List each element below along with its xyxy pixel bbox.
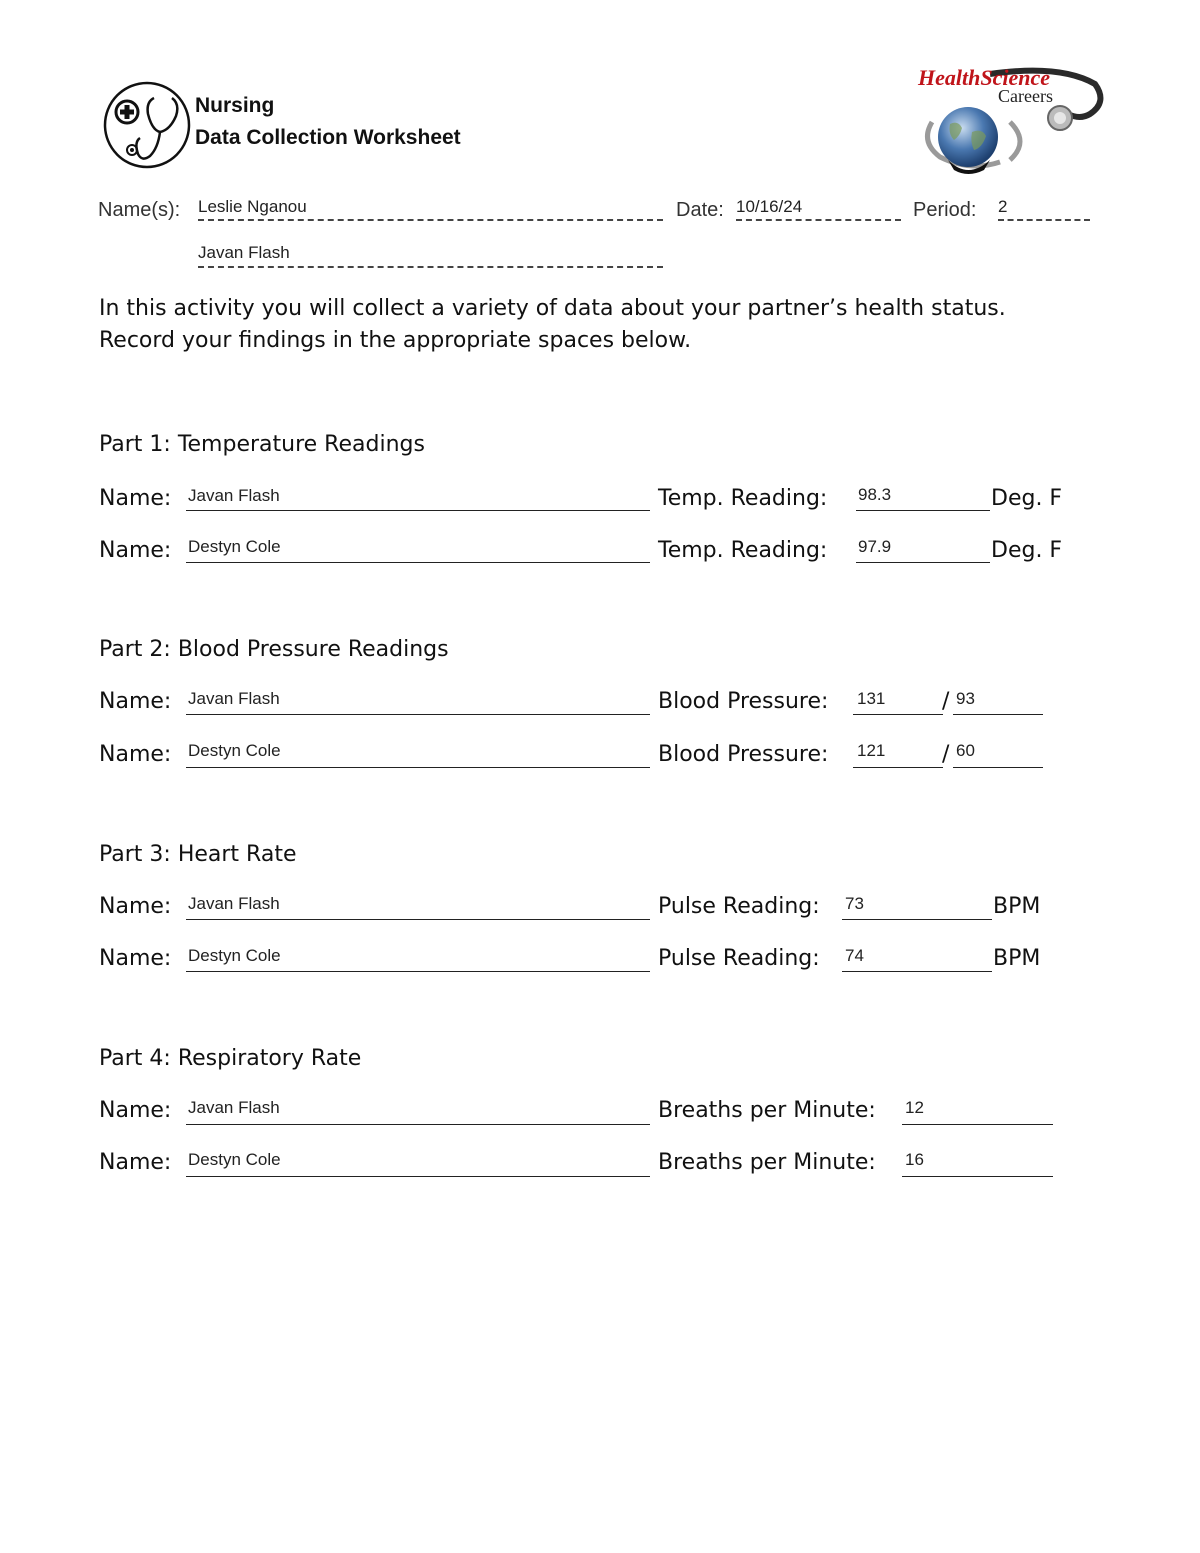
date-line — [736, 219, 901, 221]
part4-row2-name-label: Name: — [99, 1150, 172, 1175]
part2-row2-bp-label: Blood Pressure: — [658, 742, 829, 767]
part3-row1-name-line — [186, 919, 650, 920]
part2-row2-slash: / — [942, 742, 950, 767]
part3-row1-name-label: Name: — [99, 894, 172, 919]
part2-row2-diastolic[interactable]: 60 — [956, 741, 975, 760]
student-name-2-line — [198, 266, 663, 268]
part3-row2-unit: BPM — [993, 946, 1041, 971]
part2-row2-systolic-line — [853, 767, 943, 768]
part2-row1-name-line — [186, 714, 650, 715]
part2-row1-bp-label: Blood Pressure: — [658, 689, 829, 714]
period-line — [998, 219, 1090, 221]
part4-row2-name[interactable]: Destyn Cole — [188, 1150, 281, 1169]
part2-row2-diastolic-line — [953, 767, 1043, 768]
part4-row2-breaths-line — [902, 1176, 1053, 1177]
part4-row2-breaths-value[interactable]: 16 — [905, 1150, 924, 1169]
part2-row2-systolic[interactable]: 121 — [857, 741, 886, 760]
part4-row1-name-line — [186, 1124, 650, 1125]
part4-row1-name[interactable]: Javan Flash — [188, 1098, 280, 1117]
intro-line-2: Record your findings in the appropriate spaces below. — [99, 328, 692, 353]
part4-row2-breaths-label: Breaths per Minute: — [658, 1150, 876, 1175]
part1-row1-temp-line — [856, 510, 990, 511]
part3-row1-unit: BPM — [993, 894, 1041, 919]
part3-title: Part 3: Heart Rate — [99, 842, 297, 867]
date-label: Date: — [676, 199, 724, 221]
part4-row1-breaths-label: Breaths per Minute: — [658, 1098, 876, 1123]
logo-text-careers: Careers — [998, 86, 1053, 106]
period-value[interactable]: 2 — [998, 197, 1008, 216]
student-name-1[interactable]: Leslie Nganou — [198, 197, 307, 216]
part1-row1-unit: Deg. F — [991, 486, 1063, 511]
part1-row1-name-label: Name: — [99, 486, 172, 511]
part2-row1-name[interactable]: Javan Flash — [188, 689, 280, 708]
part3-row2-pulse-label: Pulse Reading: — [658, 946, 820, 971]
part1-row1-temp-value[interactable]: 98.3 — [858, 485, 892, 504]
part3-row2-name-label: Name: — [99, 946, 172, 971]
part3-row1-pulse-line — [842, 919, 992, 920]
part2-row2-name-line — [186, 767, 650, 768]
part1-row2-unit: Deg. F — [991, 538, 1063, 563]
part4-row1-breaths-line — [902, 1124, 1053, 1125]
intro-line-1: In this activity you will collect a variety of data about your partner’s health status. — [99, 296, 1006, 321]
part2-row1-name-label: Name: — [99, 689, 172, 714]
part3-row2-name-line — [186, 971, 650, 972]
date-value[interactable]: 10/16/24 — [736, 197, 803, 216]
part3-row1-name[interactable]: Javan Flash — [188, 894, 280, 913]
part1-row1-name[interactable]: Javan Flash — [188, 486, 280, 505]
part4-row1-breaths-value[interactable]: 12 — [905, 1098, 924, 1117]
student-name-2[interactable]: Javan Flash — [198, 243, 290, 262]
stethoscope-logo-icon — [102, 80, 192, 170]
part2-row1-slash: / — [942, 689, 950, 714]
student-name-1-line — [198, 219, 663, 221]
part1-row2-name[interactable]: Destyn Cole — [188, 537, 281, 556]
part3-row2-pulse-value[interactable]: 74 — [845, 946, 864, 965]
part2-row2-name-label: Name: — [99, 742, 172, 767]
page-title: Data Collection Worksheet — [195, 126, 461, 149]
part2-row1-diastolic[interactable]: 93 — [956, 689, 975, 708]
part2-row1-diastolic-line — [953, 714, 1043, 715]
part3-row2-pulse-line — [842, 971, 992, 972]
part4-row2-name-line — [186, 1176, 650, 1177]
part2-row1-systolic[interactable]: 131 — [857, 689, 886, 708]
names-label: Name(s): — [98, 199, 181, 221]
health-science-careers-logo — [910, 62, 1110, 180]
logo-text-health-science: HealthScience — [918, 65, 1050, 90]
part1-row2-name-line — [186, 562, 650, 563]
part3-row2-name[interactable]: Destyn Cole — [188, 946, 281, 965]
part1-row2-temp-line — [856, 562, 990, 563]
worksheet-category: Nursing — [195, 94, 275, 117]
part2-row2-name[interactable]: Destyn Cole — [188, 741, 281, 760]
period-label: Period: — [913, 199, 977, 221]
part3-row1-pulse-value[interactable]: 73 — [845, 894, 864, 913]
part1-row2-temp-label: Temp. Reading: — [658, 538, 828, 563]
part1-row1-temp-label: Temp. Reading: — [658, 486, 828, 511]
part1-row1-name-line — [186, 510, 650, 511]
part2-title: Part 2: Blood Pressure Readings — [99, 637, 449, 662]
part2-row1-systolic-line — [853, 714, 943, 715]
part4-row1-name-label: Name: — [99, 1098, 172, 1123]
part3-row1-pulse-label: Pulse Reading: — [658, 894, 820, 919]
part4-title: Part 4: Respiratory Rate — [99, 1046, 362, 1071]
part1-row2-temp-value[interactable]: 97.9 — [858, 537, 892, 556]
part1-title: Part 1: Temperature Readings — [99, 432, 425, 457]
part1-row2-name-label: Name: — [99, 538, 172, 563]
